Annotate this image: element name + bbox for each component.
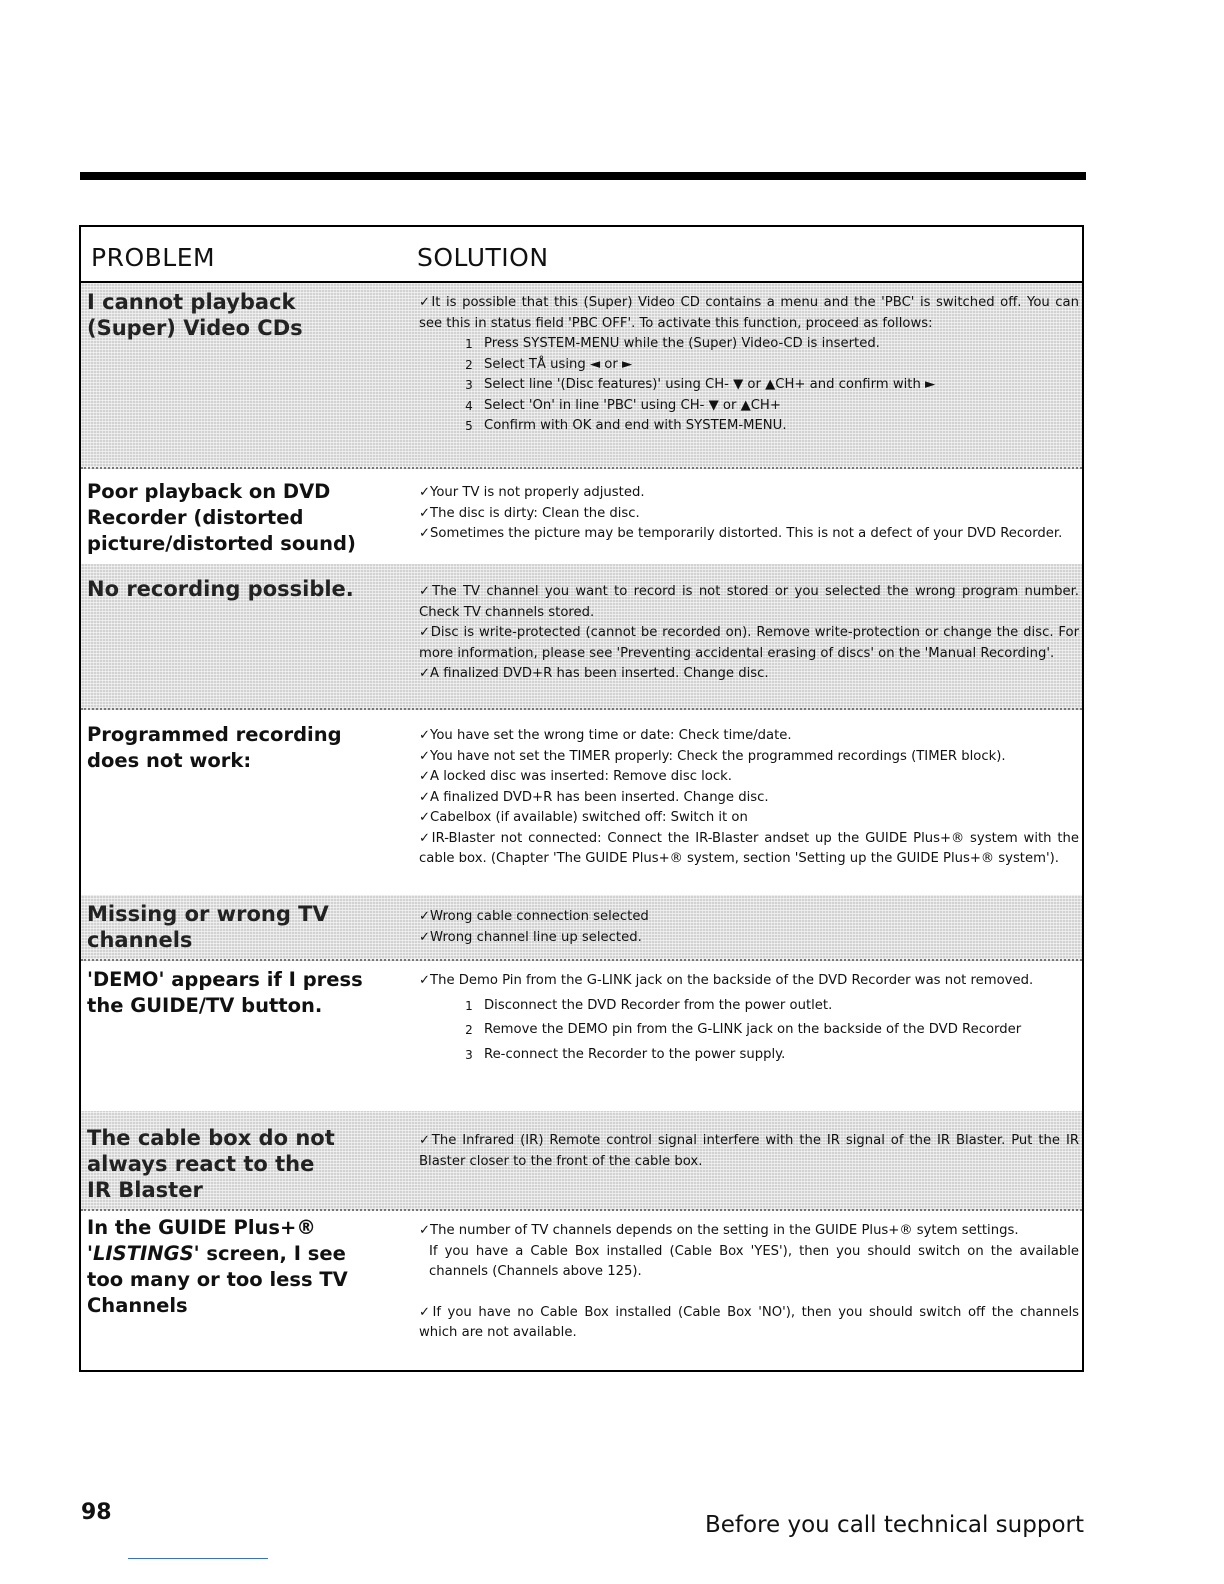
problem-text: Programmed recording does not work: (87, 723, 342, 772)
step: 1 Press SYSTEM-MENU while the (Super) Video-CD is inserted. (465, 336, 880, 351)
solution-header: SOLUTION (417, 243, 549, 272)
problem-text: I cannot playback (Super) Video CDs (87, 290, 303, 340)
problem-text: The cable box do not always react to the IR Blaster (87, 1126, 335, 1202)
step: 5 Confirm with OK and end with SYSTEM-MENU. (465, 418, 787, 433)
problem-text: No recording possible. (87, 577, 354, 601)
page-number: 98 (81, 1500, 112, 1525)
step: 2 Select TÅ using ◄ or ► (465, 356, 633, 372)
table-row (81, 1111, 1082, 1211)
step: 2 Remove the DEMO pin from the G-LINK jack on the backside of the DVD Recorder (465, 1022, 1022, 1037)
step: 3 Select line '(Disc features)' using CH- ▼ or ▲CH+ and confirm with ► (465, 377, 936, 392)
solution-line: ✓It is possible that this (Super) Video CD contains a menu and the 'PBC' is switched off. You can see this in status field 'PBC OFF'. To activate this function, proceed as follows: (419, 295, 1079, 331)
table-row (81, 283, 1082, 469)
problem-text: Missing or wrong TV channels (87, 902, 329, 952)
table-header (81, 227, 1082, 283)
problem-text: In the GUIDE Plus+® 'LISTINGS' screen, I see too many or too less TV Channels (87, 1216, 348, 1317)
solution-text: ✓The Demo Pin from the G-LINK jack on the backside of the DVD Recorder was not removed. 1 Disconnect the DVD Recorder from the power outlet. 2 Remove the DEMO pin from the G-LINK jack on the backside of the DVD Recorder 3 Re-connect the Recorder to the power supply. (419, 971, 1079, 1065)
table-row (81, 961, 1082, 1111)
solution-text: ✓You have set the wrong time or date: Check time/date. ✓You have not set the TIMER properly: Check the programmed recordings (TIMER block). ✓A locked disc was inserted: Remove disc lock. ✓A finalized DVD+R has been inserted. Change disc. ✓Cabelbox (if available) switched off: Switch it on ✓IR-Blaster not connected: Connect the IR-Blaster andset up the GUIDE Plus+® system with the cable box. (Chapter 'The GUIDE Plus+® system, section 'Setting up the GUIDE Plus+® system'). (419, 728, 1079, 866)
step: 4 Select 'On' in line 'PBC' using CH- ▼ or ▲CH+ (465, 397, 781, 413)
solution-text: ✓Wrong cable connection selected ✓Wrong channel line up selected. (419, 909, 649, 945)
table-row (81, 469, 1082, 564)
step: 1 Disconnect the DVD Recorder from the power outlet. (465, 997, 833, 1013)
solution-text: ✓The number of TV channels depends on the setting in the GUIDE Plus+® sytem settings. If you have a Cable Box installed (Cable Box 'YES'), then you should switch on the available channels (Channels above 125). ✓If you have no Cable Box installed (Cable Box 'NO'), then you should switch off the channels which are not available. (419, 1223, 1079, 1340)
solution-text: ✓The TV channel you want to record is not stored or you selected the wrong program number. Check TV channels stored. ✓Disc is write-protected (cannot be recorded on). Remove write-protection or change the disc. For more information, please see 'Preventing accidental erasing of discs' on the 'Manual Recording'. ✓A finalized DVD+R has been inserted. Change disc. (419, 584, 1079, 681)
top-rule (80, 172, 1086, 180)
table-row (81, 710, 1082, 895)
troubleshooting-table (79, 225, 1084, 1372)
bottom-link-line (128, 1558, 268, 1559)
problem-header: PROBLEM (91, 243, 216, 272)
solution-text (419, 293, 1079, 437)
solution-text: ✓The Infrared (IR) Remote control signal interfere with the IR signal of the IR Blaster. Put the IR Blaster closer to the front of the cable box. (419, 1133, 1079, 1169)
table-row (81, 1211, 1082, 1371)
solution-text: ✓Your TV is not properly adjusted. ✓The disc is dirty: Clean the disc. ✓Sometimes the picture may be temporarily distorted. This is not a defect of your DVD Recorder. (419, 485, 1063, 541)
footer-title: Before you call technical support (704, 1512, 1084, 1538)
step: 3 Re-connect the Recorder to the power supply. (465, 1046, 786, 1062)
table-row (81, 564, 1082, 710)
problem-text: 'DEMO' appears if I press the GUIDE/TV button. (87, 968, 363, 1017)
problem-text: Poor playback on DVD Recorder (distorted picture/distorted sound) (87, 480, 356, 555)
table-row (81, 895, 1082, 961)
